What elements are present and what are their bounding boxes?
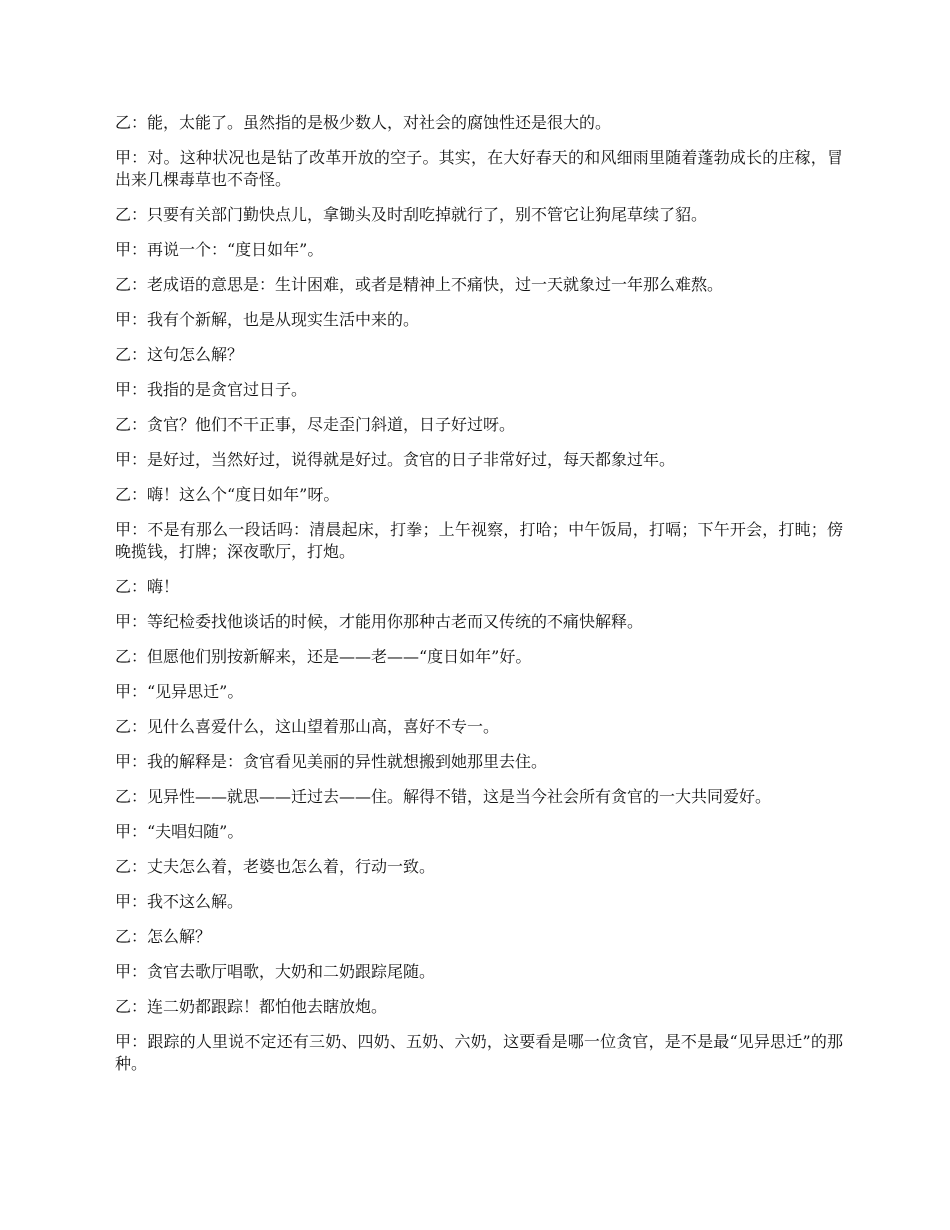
dialogue-line: 甲：我的解释是：贪官看见美丽的异性就想搬到她那里去住。: [115, 752, 548, 771]
dialogue-line: 甲：贪官去歌厅唱歌，大奶和二奶跟踪尾随。: [115, 962, 436, 981]
dialogue-line: 乙：能，太能了。虽然指的是极少数人，对社会的腐蚀性还是很大的。: [115, 113, 612, 132]
dialogue-line: 甲：等纪检委找他谈话的时候，才能用你那种古老而又传统的不痛快解释。: [115, 612, 644, 631]
dialogue-line: 乙：这句怎么解？: [115, 345, 244, 364]
dialogue-line: 乙：只要有关部门勤快点儿，拿锄头及时刮吃掉就行了，别不管它让狗尾草续了貂。: [115, 205, 708, 224]
dialogue-line: 甲：对。这种状况也是钻了改革开放的空子。其实，在大好春天的和风细雨里随着蓬勃成长的庄稼，冒出来几棵毒草也不奇怪。: [115, 148, 843, 189]
document-body: [115, 112, 843, 1088]
dialogue-line: 乙：老成语的意思是：生计困难，或者是精神上不痛快，过一天就象过一年那么难熬。: [115, 275, 724, 294]
dialogue-line: 甲：“夫唱妇随”。: [115, 822, 244, 841]
dialogue-line: 乙：但愿他们别按新解来，还是——老——“度日如年”好。: [115, 647, 532, 666]
dialogue-line: 甲：不是有那么一段话吗：清晨起床，打拳；上午视察，打哈；中午饭局，打嗝；下午开会，打盹；傍晚揽钱，打牌；深夜歌厅，打炮。: [115, 520, 843, 561]
dialogue-line: 乙：见什么喜爱什么，这山望着那山高，喜好不专一。: [115, 717, 500, 736]
dialogue-line: 甲：再说一个：“度日如年”。: [115, 240, 324, 259]
dialogue-line: 乙：见异性——就思——迁过去——住。解得不错，这是当今社会所有贪官的一大共同爱好。: [115, 787, 772, 806]
dialogue-line: 乙：丈夫怎么着，老婆也怎么着，行动一致。: [115, 857, 436, 876]
dialogue-line: 乙：贪官？他们不干正事，尽走歪门斜道，日子好过呀。: [115, 415, 516, 434]
dialogue-line: 甲：跟踪的人里说不定还有三奶、四奶、五奶、六奶，这要看是哪一位贪官，是不是最“见异思迁”的那种。: [115, 1032, 843, 1073]
dialogue-line: 甲：是好过，当然好过，说得就是好过。贪官的日子非常好过，每天都象过年。: [115, 450, 676, 469]
dialogue-line: 甲：我指的是贪官过日子。: [115, 380, 308, 399]
dialogue-line: 乙：连二奶都跟踪！都怕他去瞎放炮。: [115, 997, 388, 1016]
dialogue-line: 甲：我有个新解，也是从现实生活中来的。: [115, 310, 420, 329]
dialogue-line: 甲：“见异思迁”。: [115, 682, 244, 701]
dialogue-line: 乙：嗨！: [115, 577, 180, 596]
dialogue-line: 乙：嗨！这么个“度日如年”呀。: [115, 485, 340, 504]
dialogue-line: 甲：我不这么解。: [115, 892, 244, 911]
dialogue-line: 乙：怎么解？: [115, 927, 212, 946]
